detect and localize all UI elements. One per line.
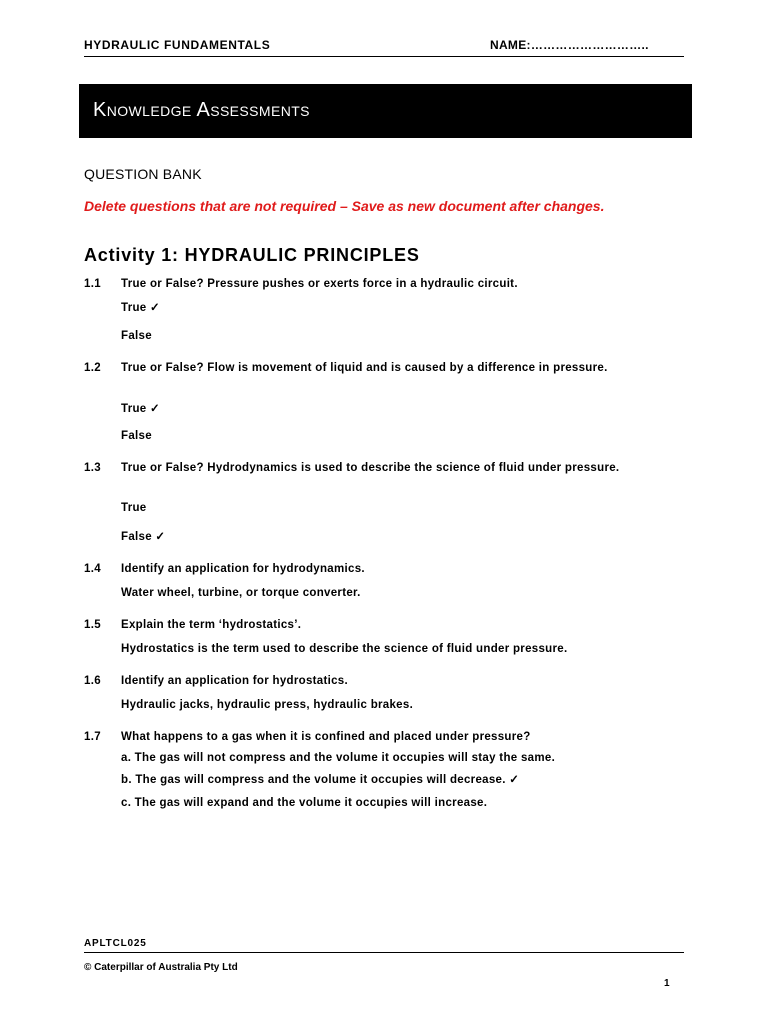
answer-option: False <box>121 430 152 442</box>
question-bank-heading: QUESTION BANK <box>84 166 202 182</box>
answer-option: True <box>121 502 147 514</box>
activity-heading: Activity 1: HYDRAULIC PRINCIPLES <box>84 245 420 265</box>
banner-title: Knowledge Assessments <box>93 99 310 121</box>
answer-option: False <box>121 330 152 342</box>
question-text: Identify an application for hydrostatics. <box>121 675 348 687</box>
footer-divider <box>84 952 684 953</box>
title-banner <box>79 84 692 138</box>
question-text: True or False? Pressure pushes or exerts force in a hydraulic circuit. <box>121 278 518 290</box>
answer-text: Water wheel, turbine, or torque converter. <box>121 587 361 599</box>
answer-option: c. The gas will expand and the volume it occupies will increase. <box>121 797 488 809</box>
question-number: 1.7 <box>84 731 101 743</box>
page-number: 1 <box>664 978 670 989</box>
question-number: 1.2 <box>84 362 101 374</box>
answer-option: a. The gas will not compress and the volume it occupies will stay the same. <box>121 752 556 764</box>
question-text: True or False? Flow is movement of liquid and is caused by a difference in pressure. <box>121 362 608 374</box>
question-number: 1.3 <box>84 462 101 474</box>
question-number: 1.1 <box>84 278 101 290</box>
footer-code: APLTCL025 <box>84 938 147 949</box>
header-name-field: NAME:……………………….. <box>490 38 649 52</box>
question-text: Identify an application for hydrodynamics. <box>121 563 365 575</box>
answer-option: False ✓ <box>121 531 166 543</box>
header-course-title: HYDRAULIC FUNDAMENTALS <box>84 38 271 52</box>
answer-text: Hydrostatics is the term used to describe the science of fluid under pressure. <box>121 643 568 655</box>
answer-option: b. The gas will compress and the volume it occupies will decrease. ✓ <box>121 774 520 786</box>
question-number: 1.4 <box>84 563 101 575</box>
instruction-text: Delete questions that are not required – Save as new document after changes. <box>84 198 605 214</box>
footer-copyright: © Caterpillar of Australia Pty Ltd <box>84 962 238 973</box>
question-number: 1.5 <box>84 619 101 631</box>
question-text: True or False? Hydrodynamics is used to describe the science of fluid under pressure. <box>121 462 620 474</box>
question-text: What happens to a gas when it is confined and placed under pressure? <box>121 731 531 743</box>
question-text: Explain the term ‘hydrostatics’. <box>121 619 302 631</box>
header-divider <box>84 56 684 57</box>
answer-option: True ✓ <box>121 302 160 314</box>
answer-text: Hydraulic jacks, hydraulic press, hydraulic brakes. <box>121 699 414 711</box>
answer-option: True ✓ <box>121 403 160 415</box>
question-number: 1.6 <box>84 675 101 687</box>
